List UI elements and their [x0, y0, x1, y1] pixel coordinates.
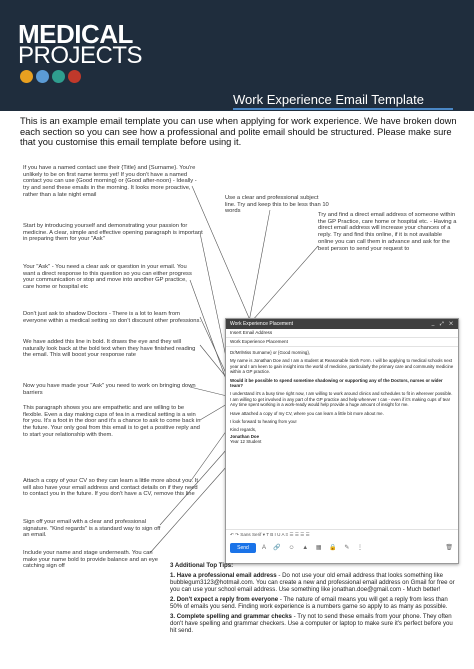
note-introduction: Start by introducing yourself and demonstrating your passion for medicine. A clear, simple and effective opening paragraph is important in preparing them for your "Ask" [23, 223, 203, 243]
note-barriers: Now you have made your "Ask" you need to work on bringing down barriers [23, 383, 196, 396]
tips-heading: 3 Additional Top Tips: [170, 562, 234, 569]
note-signoff: Sign off your email with a clear and professional signature. "Kind regards" is a standard way to sign off an email. [23, 519, 161, 539]
email-cv-line: Have attached a copy of my CV, where you can learn a little bit more about me. [230, 410, 384, 416]
logo-text-line2: PROJECTS [18, 42, 143, 69]
note-name-stage: Include your name and stage underneath. You can make your name bold to provide balance and an eye catching sign off [23, 550, 159, 570]
leader-line [200, 404, 227, 420]
email-intro: My name is Jonathan Doe and I am a student at Reasonable Sixth Form. I will be applying to medical schools next year and I am keen to gain insight into the world of medicine, particularly the primary care and community medicine within a GP practice. [230, 358, 454, 375]
tip-item [170, 613, 460, 634]
header-banner [0, 0, 474, 111]
title-underline [233, 108, 453, 110]
logo-circle-icon [36, 70, 49, 83]
subject-field[interactable]: Work Experience Placement [226, 338, 458, 347]
logo-text-line1: MEDICAL [18, 19, 133, 49]
logo-circle-icon [20, 70, 33, 83]
tip-title: 3. Complete spelling and grammar checks [170, 613, 292, 620]
tip-title: 2. Don't expect a reply from everyone [170, 596, 279, 603]
note-ask: Your "Ask" - You need a clear ask or question in your email. You want a direct response to this question so you can either progress your communication or stop and move into another GP practice, care home or hospital etc [23, 264, 192, 291]
email-body[interactable] [226, 347, 458, 445]
tips-section [170, 562, 460, 637]
window-controls-icon[interactable]: _ ⤢ ✕ [431, 321, 455, 327]
page-title: Work Experience Email Template [233, 92, 424, 107]
email-sender-name: Jonathan Doe [230, 433, 260, 439]
compose-titlebar [226, 319, 458, 329]
note-subject-line: Use a clear and professional subject line. Try and keep this to be less than 10 words [225, 195, 329, 215]
send-button[interactable]: Send [230, 543, 256, 553]
compose-window-title: Work Experience Placement [230, 321, 293, 327]
logo-circle-icon [68, 70, 81, 83]
note-cv: Attach a copy of your CV so they can learn a little more about you. It will also have your email address and contact details on if they need to contact you in the future. If you don't have a CV, remove this line [23, 478, 198, 498]
email-sender-stage: Year 12 Student [230, 439, 262, 445]
tip-body: - Do not use your old email address that looks something like bubblegum3123@hotmail.com. You can create a new and professional email address on Gmail for free or you can use your school email address. Use something like jonathan.doe@gmail.com - Much better! [170, 572, 455, 593]
compose-bottom-bar [226, 539, 458, 557]
tip-item [170, 596, 460, 610]
note-other-professions: Don't just ask to shadow Doctors - There is a lot to learn from everyone within a medical setting so don't discount other professions. [23, 311, 202, 324]
email-signoff: Kind regards, [230, 427, 257, 433]
note-greeting: If you have a named contact use their {Title} and {Surname}. You're unlikely to be on first name terms yet! If you don't have a named contact you can use {Good morning} or {Good after-noon} - Ideally - try and send these emails in the morning. It looks more proactive, rather than a late night email [23, 165, 197, 198]
note-empathy: This paragraph shows you are empathetic and are willing to be flexible. Even a day making cups of tea in a medical setting is a win for you. It's a foot in the door and it's a chance to ask to come back in the future. Your only goal from this email is to get a positive reply and to start your relationship with them. [23, 405, 201, 438]
email-look-forward: I look forward to hearing from you! [230, 419, 297, 425]
tip-title: 1. Have a professional email address [170, 572, 277, 579]
email-ask: Would it be possible to spend sometime shadowing or supporting any of the Doctors, nurses or wider team? [230, 377, 443, 389]
leader-line [190, 280, 227, 382]
trash-icon[interactable]: 🗑 [445, 545, 453, 551]
note-bold-line: We have added this line in bold. It draws the eye and they will naturally look back at the bold text when they have finished reading the email. This will boost your response rate [23, 339, 196, 359]
tip-body: - The nature of email means you will get a reply from less than 50% of emails you send. Finding work experience is a numbers game so apply to as many as possible. [170, 596, 448, 610]
email-greeting: Dr/Mr/Miss Surname} or {Good morning}, [230, 350, 311, 355]
logo-circle-icon [52, 70, 65, 83]
leader-line [200, 233, 227, 362]
compose-tools-icon[interactable]: A 🔗 ☺ ▲ ▦ 🔒 ✎ ⋮ [262, 545, 367, 551]
email-barriers: I understand it's a busy time right now, I am willing to work around clinics and schedules to fit in wherever possible. I am willing to get involved in any part of the GP practice and help wherever I can - even if it's making cups of tea! Any time spent working in a work-ready would help provide a huge amount of insight for me. [230, 391, 453, 408]
to-field[interactable]: Insert Email Address [226, 329, 458, 338]
intro-paragraph: This is an example email template you can use when applying for work experience. We have broken down each section so you can see how a professional and polite email should be structured. Please make sure that you customise this email template before using it. [20, 116, 457, 148]
email-compose-window [225, 318, 459, 564]
note-direct-email: Try and find a direct email address of someone within the GP Practice, care home or hospital etc. - Having a direct email address will increase your chances of a reply. Try and find this online, if it is not available online you can call them in advance and ask for the best person to send your request to [318, 212, 457, 252]
formatting-toolbar[interactable]: ↶ ↷ Sans Serif ▾ T B I U A ≡ ☰ ☰ ☰ ☰ [226, 529, 458, 538]
tip-item [170, 572, 460, 593]
tip-body: - Try not to send these emails from your phone. They often don't have spelling and grammar checkers. Use a computer or laptop to make sure it's perfect before you hit send. [170, 613, 453, 634]
